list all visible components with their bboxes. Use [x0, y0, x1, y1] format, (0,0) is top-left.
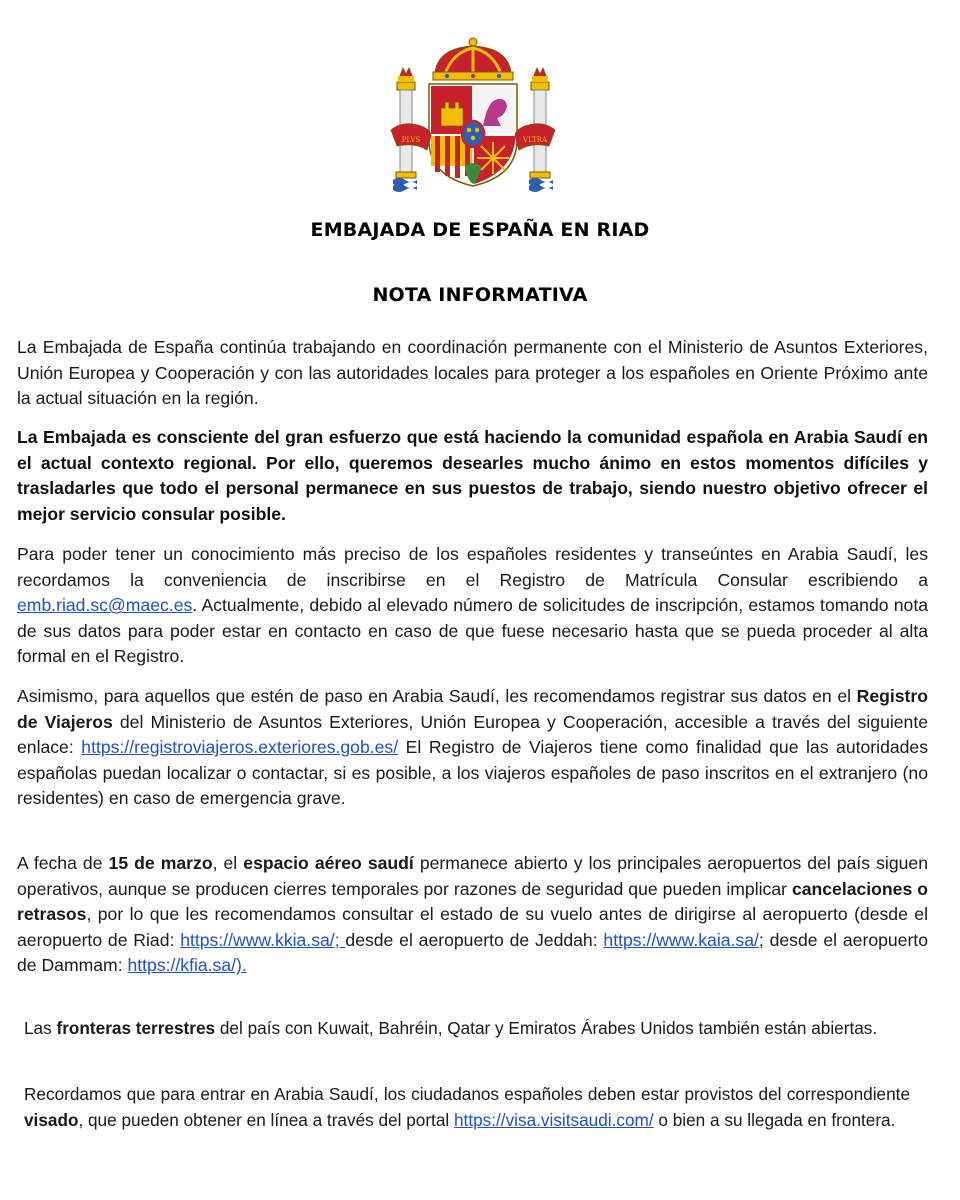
- paragraph-visa: [24, 1082, 910, 1133]
- text-span: . Actualmente, debido al elevado número de solicitudes de inscripción, estamos tomando nota de sus datos para poder estar en contacto en caso de que fuese necesario hasta que se pueda proceder al alta formal en el Registro.: [17, 595, 928, 667]
- bold-span: Registro de Viajeros: [17, 686, 928, 732]
- embassy-title: EMBAJADA DE ESPAÑA EN RIAD: [310, 219, 650, 241]
- bold-span: cancelaciones o retrasos: [17, 878, 928, 925]
- motto-left: PLVS: [401, 136, 421, 144]
- riyadh-airport-link[interactable]: https://www.kkia.sa/;: [180, 929, 346, 950]
- paragraph-airspace: [17, 851, 928, 979]
- text-span: del Ministerio de Asuntos Exteriores, Unión Europea y Cooperación, accesible a través del siguiente enlace:: [17, 711, 928, 758]
- bold-span: fronteras terrestres: [56, 1018, 216, 1038]
- text-span: Asimismo, para aquellos que estén de paso en Arabia Saudí, les recomendamos registrar sus datos en el: [17, 686, 857, 706]
- shield: [429, 84, 517, 186]
- text-span: o bien a su llegada en frontera.: [653, 1109, 896, 1130]
- royal-crown: [433, 38, 513, 80]
- bold-span: espacio aéreo saudí: [243, 853, 414, 873]
- email-link[interactable]: emb.riad.sc@maec.es: [17, 595, 193, 616]
- paragraph-travellers-registry: [17, 684, 928, 812]
- text-span: A fecha de: [17, 853, 109, 873]
- text-span: del país con Kuwait, Bahréin, Qatar y Emiratos Árabes Unidos también están abiertas.: [215, 1018, 878, 1038]
- text-span: , el: [212, 853, 244, 873]
- text-span: permanece abierto y los principales aeropuertos del país siguen operativos, aunque se producen cierres temporales por razones de seguridad que pueden implicar: [17, 853, 928, 899]
- paragraph-support-message: La Embajada es consciente del gran esfuerzo que está haciendo la comunidad española en Arabia Saudí en el actual contexto regional. Por ello, queremos desearles mucho ánimo en estos momentos difíciles y trasladarles que todo el personal permanece en sus puestos de trabajo, siendo nuestro objetivo ofrecer el mejor servicio consular posible.: [17, 427, 928, 524]
- paragraph-land-borders: [24, 1016, 910, 1042]
- jeddah-airport-link[interactable]: https://www.kaia.sa/: [603, 929, 759, 950]
- motto-right: VLTRA: [522, 136, 548, 144]
- bold-span: visado: [24, 1109, 79, 1130]
- text-span: Para poder tener un conocimiento más preciso de los españoles residentes y transeúntes en Arabia Saudí, les recordamos la conveniencia de inscribirse en el Registro de Matrícula Consular escribiendo a: [17, 544, 928, 590]
- text-span: desde el aeropuerto de Jeddah:: [345, 929, 604, 950]
- bold-span: 15 de marzo: [108, 853, 213, 873]
- text-span: ; desde el aeropuerto de Dammam:: [17, 929, 928, 976]
- paragraph-coordination: La Embajada de España continúa trabajando en coordinación permanente con el Ministerio de Asuntos Exteriores, Unión Europea y Cooperación y con las autoridades locales para proteger a los españoles en Oriente Próximo ante la actual situación en la región.: [17, 337, 928, 409]
- spain-coat-of-arms: [385, 34, 561, 194]
- text-span: Las: [24, 1018, 57, 1038]
- registro-viajeros-link[interactable]: https://registroviajeros.exteriores.gob.es/: [81, 737, 399, 758]
- document-type: NOTA INFORMATIVA: [372, 284, 588, 306]
- text-span: , que pueden obtener en línea a través del portal: [78, 1109, 454, 1130]
- text-span: , por lo que les recomendamos consultar el estado de su vuelo antes de dirigirse al aeropuerto (desde el aeropuerto de Riad:: [17, 904, 928, 950]
- text-span: El Registro de Viajeros tiene como finalidad que las autoridades españolas puedan localizar o contactar, si es posible, a los viajeros españoles de paso inscritos en el extranjero (no residentes) en caso de emergencia grave.: [17, 737, 928, 809]
- dammam-airport-link[interactable]: https://kfia.sa/).: [127, 955, 247, 976]
- text-span: Recordamos que para entrar en Arabia Saudí, los ciudadanos españoles deben estar provistos del correspondiente: [24, 1084, 910, 1104]
- visa-portal-link[interactable]: https://visa.visitsaudi.com/: [454, 1109, 654, 1130]
- paragraph-consular-registration: [17, 542, 928, 670]
